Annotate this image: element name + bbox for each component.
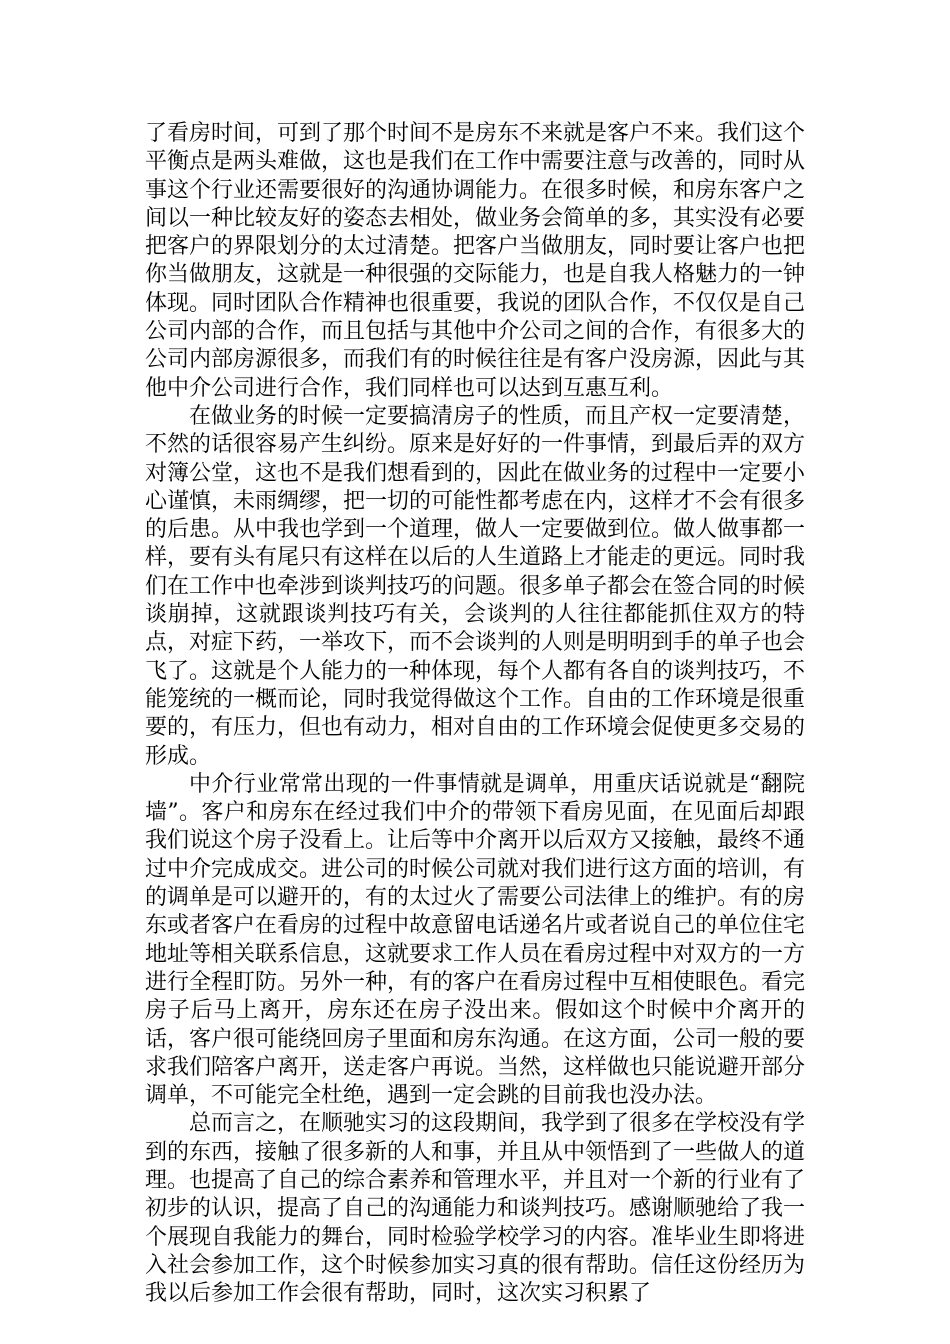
paragraph-continuation: 了看房时间，可到了那个时间不是房东不来就是客户不来。我们这个平衡点是两头难做，这也是我们在工作中需要注意与改善的，同时从事这个行业还需要很好的沟通协调能力。在很多时候，和房东客户之间以一种比较友好的姿态去相处，做业务会简单的多，其实没有必要把客户的界限划分的太过清楚。把客户当做朋友，同时要让客户也把你当做朋友，这就是一种很强的交际能力，也是自我人格魅力的一钟体现。同时团队合作精神也很重要，我说的团队合作，不仅仅是自己公司内部的合作，而且包括与其他中介公司之间的合作，有很多大的公司内部房源很多，而我们有的时候往往是有客户没房源，因此与其他中介公司进行合作，我们同样也可以达到互惠互利。 — [145, 121, 806, 401]
paragraph-conclusion: 总而言之，在顺驰实习的这段期间，我学到了很多在学校没有学到的东西，接触了很多新的人和事，并且从中领悟到了一些做人的道理。也提高了自己的综合素养和管理水平，并且对一个新的行业有了初步的认识，提高了自己的沟通能力和谈判技巧。感谢顺驰给了我一个展现自我能力的舞台，同时检验学校学习的内容。准毕业生即将进入社会参加工作，这个时候参加实习真的很有帮助。信任这份经历为我以后参加工作会很有帮助，同时，这次实习积累了 — [145, 1111, 806, 1307]
paragraph-property-rights: 在做业务的时候一定要搞清房子的性质，而且产权一定要清楚，不然的话很容易产生纠纷。原来是好好的一件事情，到最后弄的双方对簿公堂，这也不是我们想看到的，因此在做业务的过程中一定要小心谨慎，未雨绸缪，把一切的可能性都考虑在内，这样才不会有很多的后患。从中我也学到一个道理，做人一定要做到位。做人做事都一样，要有头有尾只有这样在以后的人生道路上才能走的更远。同时我们在工作中也牵涉到谈判技巧的问题。很多单子都会在签合同的时候谈崩掉，这就跟谈判技巧有关，会谈判的人往往都能抓住双方的特点，对症下药，一举攻下，而不会谈判的人则是明明到手的单子也会飞了。这就是个人能力的一种体现，每个人都有各自的谈判技巧，不能笼统的一概而论，同时我觉得做这个工作。自由的工作环境是很重要的，有压力，但也有动力，相对自由的工作环境会促使更多交易的形成。 — [145, 403, 806, 769]
paragraph-bypass-orders: 中介行业常常出现的一件事情就是调单，用重庆话说就是“翻院墙”。客户和房东在经过我们中介的带领下看房见面，在见面后却跟我们说这个房子没看上。让后等中介离开以后双方又接触，最终不通过中介完成成交。进公司的时候公司就对我们进行这方面的培训，有的调单是可以避开的，有的太过火了需要公司法律上的维护。有的房东或者客户在看房的过程中故意留电话递名片或者说自己的单位住宅地址等相关联系信息，这就要求工作人员在看房过程中对双方的一方进行全程盯防。另外一种，有的客户在看房过程中互相使眼色。看完房子后马上离开，房东还在房子没出来。假如这个时候中介离开的话，客户很可能绕回房子里面和房东沟通。在这方面，公司一般的要求我们陪客户离开，送走客户再说。当然，这样做也只能说避开部分调单，不可能完全杜绝，遇到一定会跳的目前我也没办法。 — [145, 771, 806, 1109]
body-text — [145, 120, 805, 1308]
